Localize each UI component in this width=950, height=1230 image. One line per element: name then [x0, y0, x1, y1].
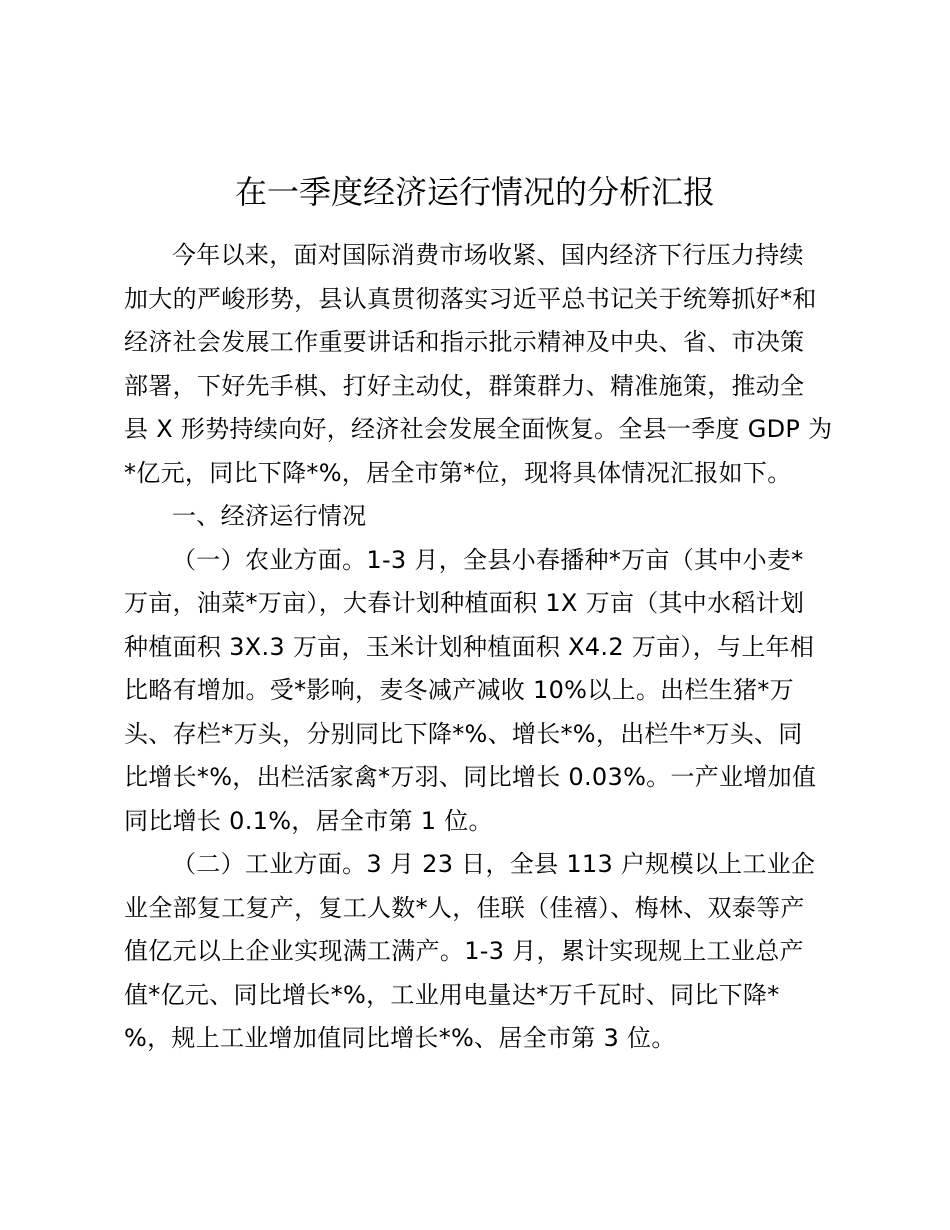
text-line: 值*亿元、同比增长*%，工业用电量达*万千瓦时、同比下降* — [124, 980, 780, 1009]
text-line: 经济社会发展工作重要讲话和指示批示精神及中央、省、市决策 — [124, 328, 805, 356]
text-line: *亿元，同比下降*%，居全市第*位，现将具体情况汇报如下。 — [124, 458, 792, 487]
text-line: 今年以来，面对国际消费市场收紧、国内经济下行压力持续 — [172, 241, 804, 269]
text-line: 比略有增加。受*影响，麦冬减产减收 10%以上。出栏生猪*万 — [124, 676, 794, 704]
text-line: %，规上工业增加值同比增长*%、居全市第 3 位。 — [124, 1024, 676, 1052]
document-title: 在一季度经济运行情况的分析汇报 — [234, 173, 715, 211]
text-line: 种植面积 3X.3 万亩，玉米计划种植面积 X4.2 万亩），与上年相 — [124, 632, 815, 661]
text-line: 部署，下好先手棋、打好主动仗，群策群力、精准施策，推动全 — [124, 371, 805, 400]
text-line: 加大的严峻形势，县认真贯彻落实习近平总书记关于统筹抓好*和 — [124, 284, 817, 313]
text-line: 头、存栏*万头，分别同比下降*%、增长*%，出栏牛*万头、同 — [124, 719, 803, 748]
text-line: 县 X 形势持续向好，经济社会发展全面恢复。全县一季度 GDP 为 — [124, 415, 833, 443]
text-line: 值亿元以上企业实现满工满产。1-3 月，累计实现规上工业总产 — [124, 937, 804, 965]
text-line: 同比增长 0.1%，居全市第 1 位。 — [124, 806, 493, 835]
section-heading: 一、经济运行情况 — [172, 502, 367, 530]
text-line: 业全部复工复产，复工人数*人，佳联（佳禧）、梅林、双泰等产 — [124, 893, 805, 922]
text-line: 万亩，油菜*万亩），大春计划种植面积 1X 万亩（其中水稻计划 — [124, 589, 805, 617]
text-line: （二）工业方面。3 月 23 日，全县 113 户规模以上工业企 — [172, 850, 816, 878]
document-body — [124, 234, 844, 1061]
text-line: 比增长*%，出栏活家禽*万羽、同比增长 0.03%。一产业增加值 — [124, 763, 817, 791]
text-line: （一）农业方面。1-3 月，全县小春播种*万亩（其中小麦* — [172, 545, 804, 574]
